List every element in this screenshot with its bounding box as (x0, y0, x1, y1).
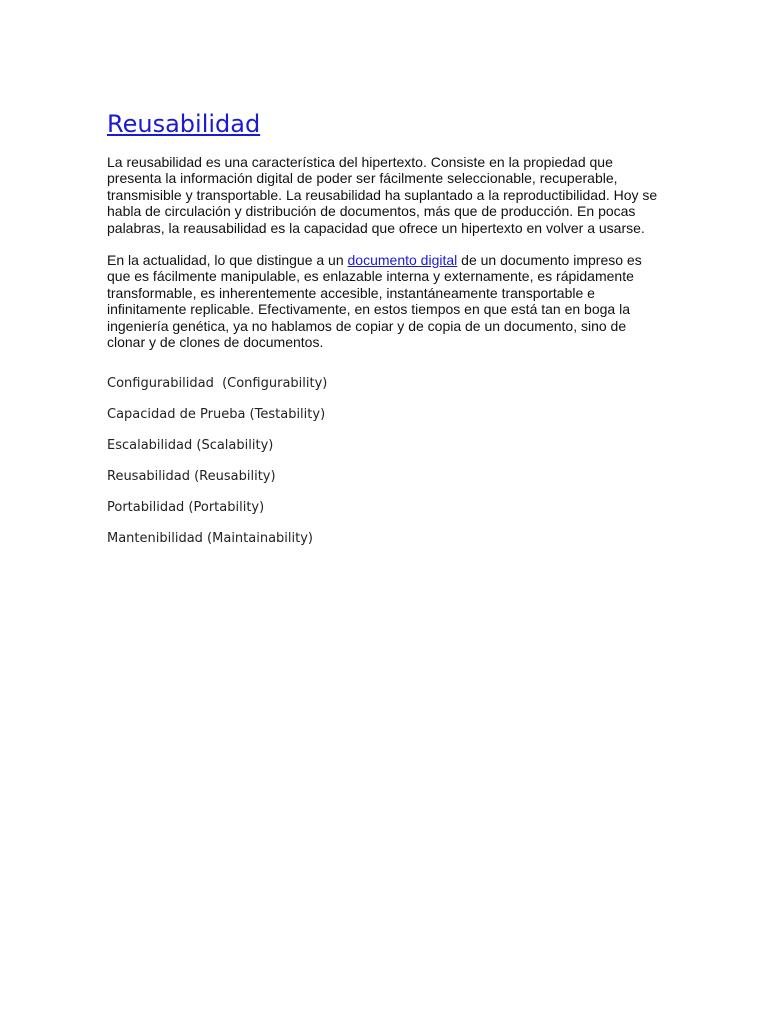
list-item-maintainability: Mantenibilidad (Maintainability) (107, 531, 313, 547)
paragraph-intro: La reusabilidad es una característica del hipertexto. Consiste en la propiedad que presenta la información digital de poder ser fácilmente seleccionable, recuperable, transmisible y transportable. La reusabilidad ha suplantado a la reproductibilidad. Hoy se habla de circulación y distribución de documentos, más que de producción. En pocas palabras, la reausabilidad es la capacidad que ofrece un hipertexto en volver a usarse. (107, 154, 658, 236)
list-item-scalability: Escalabilidad (Scalability) (107, 438, 274, 454)
paragraph-text-before-link: En la actualidad, lo que distingue a un (107, 252, 348, 269)
list-item-testability: Capacidad de Prueba (Testability) (107, 407, 326, 423)
document-page (107, 108, 667, 562)
paragraph-digital-document (107, 252, 667, 350)
documento-digital-link[interactable]: documento digital (347, 252, 458, 269)
list-item-reusability: Reusabilidad (Reusability) (107, 469, 276, 485)
page-title-link[interactable]: Reusabilidad (107, 110, 261, 138)
paragraph-text-after-link: de un documento impreso es que es fácilmente manipulable, es enlazable interna y externamente, es rápidamente transformable, es inherentemente accesible, instantáneamente transportable e infinitamente replicable. Efectivamente, en estos tiempos en que está tan en boga la ingeniería genética, ya no hablamos de copiar y de copia de un documento, sino de clonar y de clones de documentos. (107, 252, 642, 351)
list-item-configurability: Configurabilidad (Configurability) (107, 376, 328, 392)
list-item-portability: Portabilidad (Portability) (107, 500, 265, 516)
quality-attributes-list (107, 376, 667, 547)
